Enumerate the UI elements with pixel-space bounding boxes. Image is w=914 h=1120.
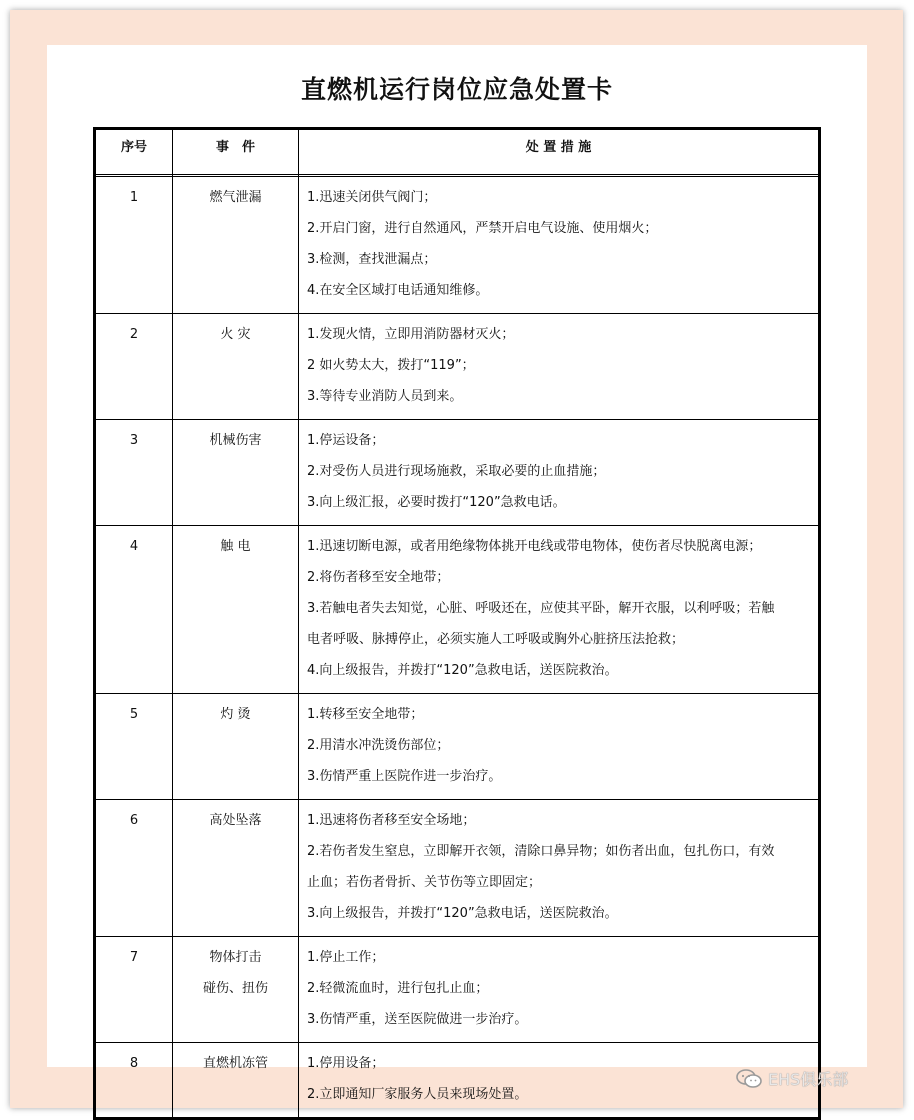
table-row bbox=[95, 314, 820, 420]
header-event: 事 件 bbox=[173, 129, 299, 175]
row-number-cell bbox=[95, 526, 173, 694]
row-number-cell bbox=[95, 937, 173, 1043]
measure-line: 1.迅速关闭供气阀门； bbox=[307, 190, 437, 205]
event-label: 火 灾 bbox=[220, 327, 251, 342]
watermark-text: EHS俱乐部 bbox=[768, 1070, 849, 1089]
header-measures: 处 置 措 施 bbox=[299, 129, 820, 175]
table-row bbox=[95, 526, 820, 694]
measure-line: 3.向上级汇报，必要时拨打“120”急救电话。 bbox=[307, 495, 566, 510]
event-cell bbox=[173, 800, 299, 937]
row-number-cell bbox=[95, 420, 173, 526]
event-cell bbox=[173, 937, 299, 1043]
event-label: 燃气泄漏 bbox=[209, 190, 262, 205]
row-number-cell bbox=[95, 694, 173, 800]
measures-cell bbox=[299, 937, 820, 1043]
page-title: 直燃机运行岗位应急处置卡 bbox=[300, 75, 613, 104]
measure-line: 2.立即通知厂家服务人员来现场处置。 bbox=[307, 1087, 528, 1102]
measure-line: 电者呼吸、脉搏停止，必须实施人工呼吸或胸外心脏挤压法抢救； bbox=[307, 632, 685, 647]
row-number-cell bbox=[95, 177, 173, 314]
row-number: 4 bbox=[129, 539, 139, 554]
measure-line: 3.若触电者失去知觉，心脏、呼吸还在，应使其平卧，解开衣服，以利呼吸；若触 bbox=[307, 601, 775, 616]
measure-line: 1.发现火情，立即用消防器材灭火； bbox=[307, 327, 515, 342]
table-row bbox=[95, 694, 820, 800]
event-cell bbox=[173, 694, 299, 800]
measure-line: 3.检测，查找泄漏点； bbox=[307, 252, 437, 267]
measures-cell bbox=[299, 314, 820, 420]
event-label: 灼 烫 bbox=[220, 707, 251, 722]
event-label: 触 电 bbox=[220, 539, 251, 554]
row-number-cell bbox=[95, 314, 173, 420]
event-label: 直燃机冻管 bbox=[202, 1056, 268, 1071]
emergency-card-table bbox=[93, 127, 821, 1120]
measures-cell bbox=[299, 420, 820, 526]
measure-line: 2.若伤者发生窒息，立即解开衣领，清除口鼻异物；如伤者出血，包扎伤口，有效 bbox=[307, 844, 775, 859]
row-number: 7 bbox=[129, 950, 139, 965]
row-number-cell bbox=[95, 800, 173, 937]
row-number: 2 bbox=[129, 327, 139, 342]
event-cell bbox=[173, 526, 299, 694]
measure-line: 3.伤情严重，送至医院做进一步治疗。 bbox=[307, 1012, 528, 1027]
table-row bbox=[95, 177, 820, 314]
measures-cell bbox=[299, 800, 820, 937]
event-label: 高处坠落 bbox=[209, 813, 262, 828]
row-number: 5 bbox=[129, 707, 139, 722]
measure-line: 1.停用设备； bbox=[307, 1056, 385, 1071]
header-no: 序号 bbox=[95, 129, 173, 175]
event-label: 碰伤、扭伤 bbox=[202, 981, 268, 996]
measures-cell bbox=[299, 694, 820, 800]
measure-line: 2.开启门窗，进行自然通风，严禁开启电气设施、使用烟火； bbox=[307, 221, 658, 236]
measure-line: 4.在安全区域打电话通知维修。 bbox=[307, 283, 489, 298]
measure-line: 2.将伤者移至安全地带； bbox=[307, 570, 450, 585]
table-row bbox=[95, 420, 820, 526]
measure-line: 2.对受伤人员进行现场施救，采取必要的止血措施； bbox=[307, 464, 606, 479]
measures-cell bbox=[299, 526, 820, 694]
table-row bbox=[95, 937, 820, 1043]
measure-line: 2.轻微流血时，进行包扎止血； bbox=[307, 981, 489, 996]
event-cell bbox=[173, 420, 299, 526]
measures-cell bbox=[299, 177, 820, 314]
row-number: 1 bbox=[129, 190, 139, 205]
event-label: 物体打击 bbox=[209, 950, 262, 965]
row-number: 8 bbox=[129, 1056, 139, 1071]
table-row bbox=[95, 800, 820, 937]
measure-line: 4.向上级报告，并拨打“120”急救电话，送医院救治。 bbox=[307, 663, 618, 678]
measure-line: 3.伤情严重上医院作进一步治疗。 bbox=[307, 769, 502, 784]
row-number: 6 bbox=[129, 813, 139, 828]
measure-line: 3.向上级报告，并拨打“120”急救电话，送医院救治。 bbox=[307, 906, 618, 921]
watermark bbox=[736, 1067, 848, 1090]
event-cell bbox=[173, 177, 299, 314]
measure-line: 1.转移至安全地带； bbox=[307, 707, 424, 722]
event-cell bbox=[173, 314, 299, 420]
measure-line: 1.迅速切断电源，或者用绝缘物体挑开电线或带电物体，使伤者尽快脱离电源； bbox=[307, 539, 762, 554]
measure-line: 1.迅速将伤者移至安全场地； bbox=[307, 813, 476, 828]
table-body bbox=[95, 175, 820, 1119]
table-row bbox=[95, 1043, 820, 1119]
row-number-cell bbox=[95, 1043, 173, 1119]
measure-line: 3.等待专业消防人员到来。 bbox=[307, 389, 463, 404]
wechat-icon bbox=[736, 1069, 762, 1089]
row-number: 3 bbox=[129, 433, 139, 448]
measure-line: 2 如火势太大，拨打“119”； bbox=[307, 358, 475, 373]
event-cell bbox=[173, 1043, 299, 1119]
measure-line: 2.用清水冲洗烫伤部位； bbox=[307, 738, 450, 753]
measure-line: 1.停运设备； bbox=[307, 433, 385, 448]
measure-line: 1.停止工作； bbox=[307, 950, 385, 965]
measure-line: 止血；若伤者骨折、关节伤等立即固定； bbox=[307, 875, 542, 890]
event-label: 机械伤害 bbox=[209, 433, 262, 448]
table-header-row bbox=[95, 129, 820, 175]
